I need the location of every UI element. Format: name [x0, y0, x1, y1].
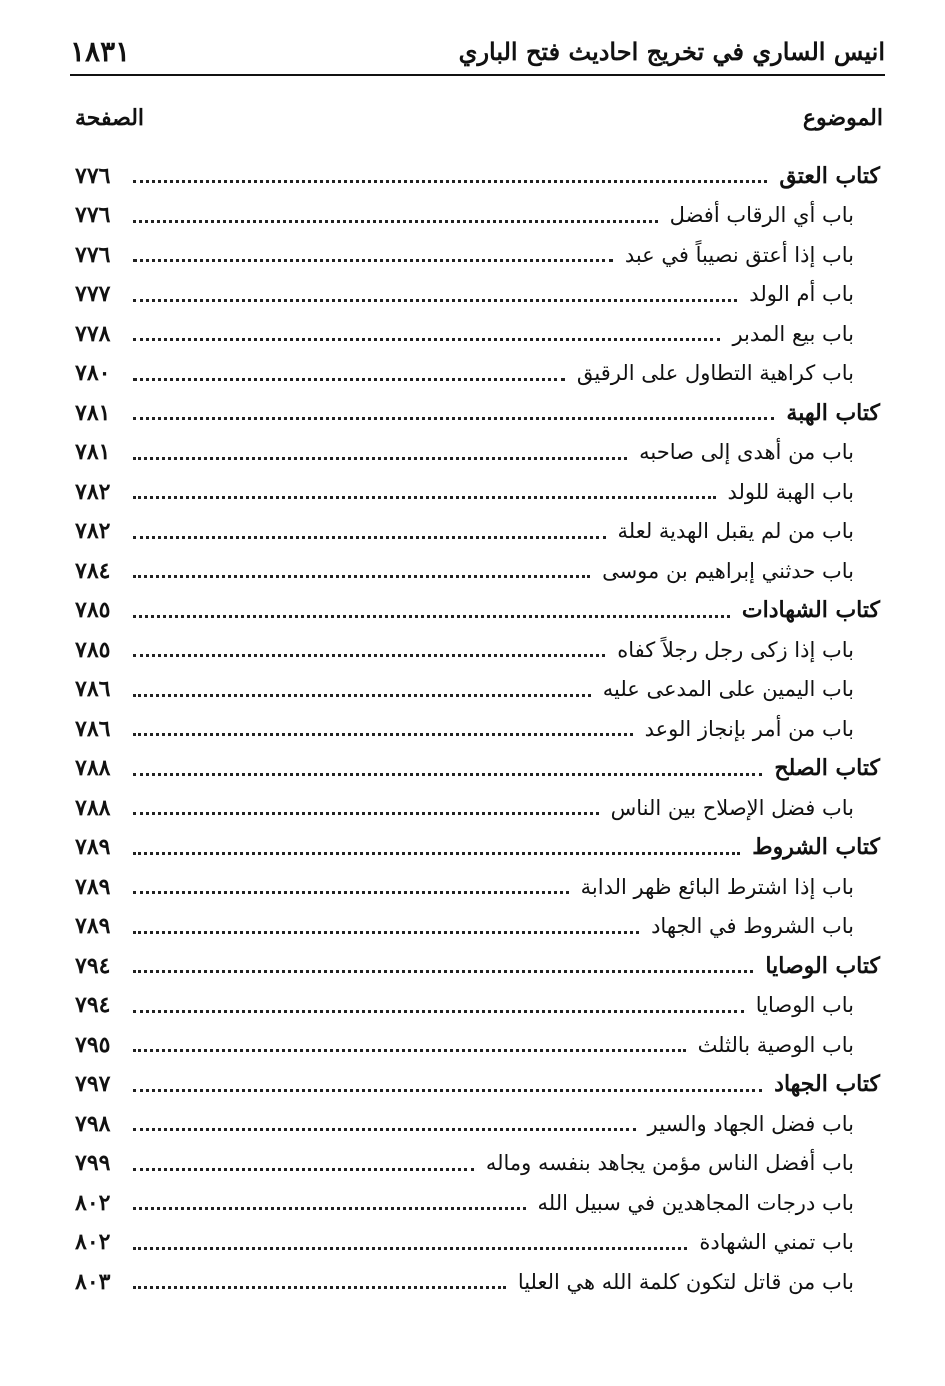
entry-page-number: ٧٨٨ — [75, 794, 111, 821]
entry-page-number: ٧٧٧ — [75, 281, 111, 308]
entry-page-number: ٧٨٩ — [75, 834, 111, 861]
entry-page-number: ٧٨٥ — [75, 597, 111, 624]
running-header — [70, 28, 885, 76]
toc-chapter-entry — [75, 512, 880, 552]
toc-chapter-entry — [75, 1183, 880, 1223]
entry-page-number: ٧٧٦ — [75, 202, 111, 229]
toc-chapter-entry — [75, 472, 880, 512]
entry-title: باب بيع المدبر — [732, 321, 854, 346]
dot-leader — [133, 773, 762, 776]
entry-page-number: ٧٧٦ — [75, 241, 111, 268]
toc-chapter-entry — [75, 986, 880, 1026]
dot-leader — [133, 259, 613, 262]
dot-leader — [133, 733, 633, 736]
running-title: انيس الساري في تخريج احاديث فتح الباري — [458, 36, 885, 66]
toc-book-entry — [75, 591, 880, 631]
dot-leader — [133, 575, 590, 578]
dot-leader — [133, 1010, 744, 1013]
entry-title: باب من أمر بإنجاز الوعد — [644, 716, 854, 741]
entry-title: باب الوصية بالثلث — [697, 1032, 854, 1057]
column-headings — [75, 98, 883, 138]
toc-book-entry — [75, 946, 880, 986]
dot-leader — [133, 220, 658, 223]
entry-title: كتاب الهبة — [786, 399, 880, 426]
toc-chapter-entry — [75, 670, 880, 710]
entry-page-number: ٧٧٨ — [75, 320, 111, 347]
entry-page-number: ٧٨٨ — [75, 755, 111, 782]
entry-page-number: ٧٨٦ — [75, 676, 111, 703]
entry-page-number: ٧٩٤ — [75, 992, 111, 1019]
toc-chapter-entry — [75, 907, 880, 947]
entry-page-number: ٧٩٨ — [75, 1110, 111, 1137]
dot-leader — [133, 654, 605, 657]
entry-title: باب فضل الجهاد والسير — [647, 1111, 854, 1136]
entry-title: باب الهبة للولد — [727, 479, 854, 504]
entry-page-number: ٧٨١ — [75, 439, 111, 466]
dot-leader — [133, 812, 599, 815]
dot-leader — [133, 417, 774, 420]
dot-leader — [133, 1247, 687, 1250]
dot-leader — [133, 931, 639, 934]
entry-title: كتاب الشهادات — [741, 597, 880, 624]
dot-leader — [133, 457, 627, 460]
page-column-heading: الصفحة — [75, 105, 145, 131]
entry-title: باب تمني الشهادة — [699, 1230, 854, 1255]
toc-chapter-entry — [75, 867, 880, 907]
toc-chapter-entry — [75, 1104, 880, 1144]
entry-title: باب أفضل الناس مؤمن يجاهد بنفسه وماله — [485, 1151, 854, 1176]
toc-book-entry — [75, 749, 880, 789]
entry-page-number: ٧٩٥ — [75, 1031, 111, 1058]
entry-title: باب أي الرقاب أفضل — [669, 203, 854, 228]
toc-book-entry — [75, 1065, 880, 1105]
toc-chapter-entry — [75, 314, 880, 354]
entry-page-number: ٨٠٢ — [75, 1189, 111, 1216]
entry-title: باب درجات المجاهدين في سبيل الله — [537, 1190, 854, 1215]
entry-title: باب من قاتل لتكون كلمة الله هي العليا — [517, 1269, 854, 1294]
entry-page-number: ٧٨٦ — [75, 715, 111, 742]
entry-page-number: ٧٧٦ — [75, 162, 111, 189]
toc-book-entry — [75, 393, 880, 433]
dot-leader — [133, 891, 569, 894]
entry-page-number: ٧٨٩ — [75, 913, 111, 940]
entry-title: باب فضل الإصلاح بين الناس — [610, 795, 854, 820]
dot-leader — [133, 970, 753, 973]
dot-leader — [133, 1128, 636, 1131]
entry-page-number: ٧٨٢ — [75, 478, 111, 505]
entry-page-number: ٧٩٧ — [75, 1071, 111, 1098]
toc-chapter-entry — [75, 1144, 880, 1184]
toc-book-entry — [75, 156, 880, 196]
page-number: ١٨٣١ — [70, 34, 131, 68]
toc-chapter-entry — [75, 1262, 880, 1302]
entry-page-number: ٧٨٥ — [75, 636, 111, 663]
dot-leader — [133, 299, 737, 302]
entry-page-number: ٧٩٤ — [75, 952, 111, 979]
entry-title: كتاب الصلح — [774, 755, 880, 782]
toc-chapter-entry — [75, 551, 880, 591]
entry-title: باب حدثني إبراهيم بن موسى — [602, 558, 854, 583]
dot-leader — [133, 694, 591, 697]
dot-leader — [133, 1207, 526, 1210]
toc-chapter-entry — [75, 1025, 880, 1065]
entry-page-number: ٧٩٩ — [75, 1150, 111, 1177]
entry-page-number: ٧٨٩ — [75, 873, 111, 900]
toc-chapter-entry — [75, 275, 880, 315]
entry-title: باب إذا أعتق نصيباً في عبد — [624, 242, 854, 267]
toc-chapter-entry — [75, 354, 880, 394]
entry-title: كتاب العتق — [779, 162, 880, 189]
dot-leader — [133, 852, 740, 855]
entry-page-number: ٨٠٢ — [75, 1229, 111, 1256]
toc-book-entry — [75, 828, 880, 868]
entry-page-number: ٧٨٢ — [75, 518, 111, 545]
dot-leader — [133, 1089, 762, 1092]
entry-page-number: ٧٨٤ — [75, 557, 111, 584]
entry-title: باب إذا زكى رجل رجلاً كفاه — [617, 637, 854, 662]
entry-title: باب من لم يقبل الهدية لعلة — [617, 519, 854, 544]
dot-leader — [133, 1286, 506, 1289]
table-of-contents — [75, 156, 880, 1302]
dot-leader — [133, 180, 767, 183]
dot-leader — [133, 615, 730, 618]
dot-leader — [133, 378, 565, 381]
entry-title: كتاب الشروط — [752, 834, 880, 861]
toc-chapter-entry — [75, 235, 880, 275]
toc-chapter-entry — [75, 630, 880, 670]
dot-leader — [133, 1049, 686, 1052]
entry-title: باب اليمين على المدعى عليه — [602, 677, 854, 702]
dot-leader — [133, 1168, 474, 1171]
entry-title: باب كراهية التطاول على الرقيق — [576, 361, 854, 386]
entry-title: باب من أهدى إلى صاحبه — [639, 440, 854, 465]
entry-title: كتاب الوصايا — [765, 952, 880, 979]
toc-chapter-entry — [75, 433, 880, 473]
entry-page-number: ٧٨٠ — [75, 360, 111, 387]
entry-title: كتاب الجهاد — [774, 1071, 880, 1098]
entry-title: باب أم الولد — [749, 282, 854, 307]
entry-title: باب الشروط في الجهاد — [651, 914, 854, 939]
toc-chapter-entry — [75, 709, 880, 749]
entry-page-number: ٨٠٣ — [75, 1268, 111, 1295]
toc-chapter-entry — [75, 788, 880, 828]
dot-leader — [133, 338, 720, 341]
toc-chapter-entry — [75, 196, 880, 236]
toc-chapter-entry — [75, 1223, 880, 1263]
entry-title: باب الوصايا — [755, 993, 854, 1018]
entry-page-number: ٧٨١ — [75, 399, 111, 426]
dot-leader — [133, 536, 606, 539]
entry-title: باب إذا اشترط البائع ظهر الدابة — [580, 874, 854, 899]
dot-leader — [133, 496, 716, 499]
topic-column-heading: الموضوع — [802, 105, 883, 131]
